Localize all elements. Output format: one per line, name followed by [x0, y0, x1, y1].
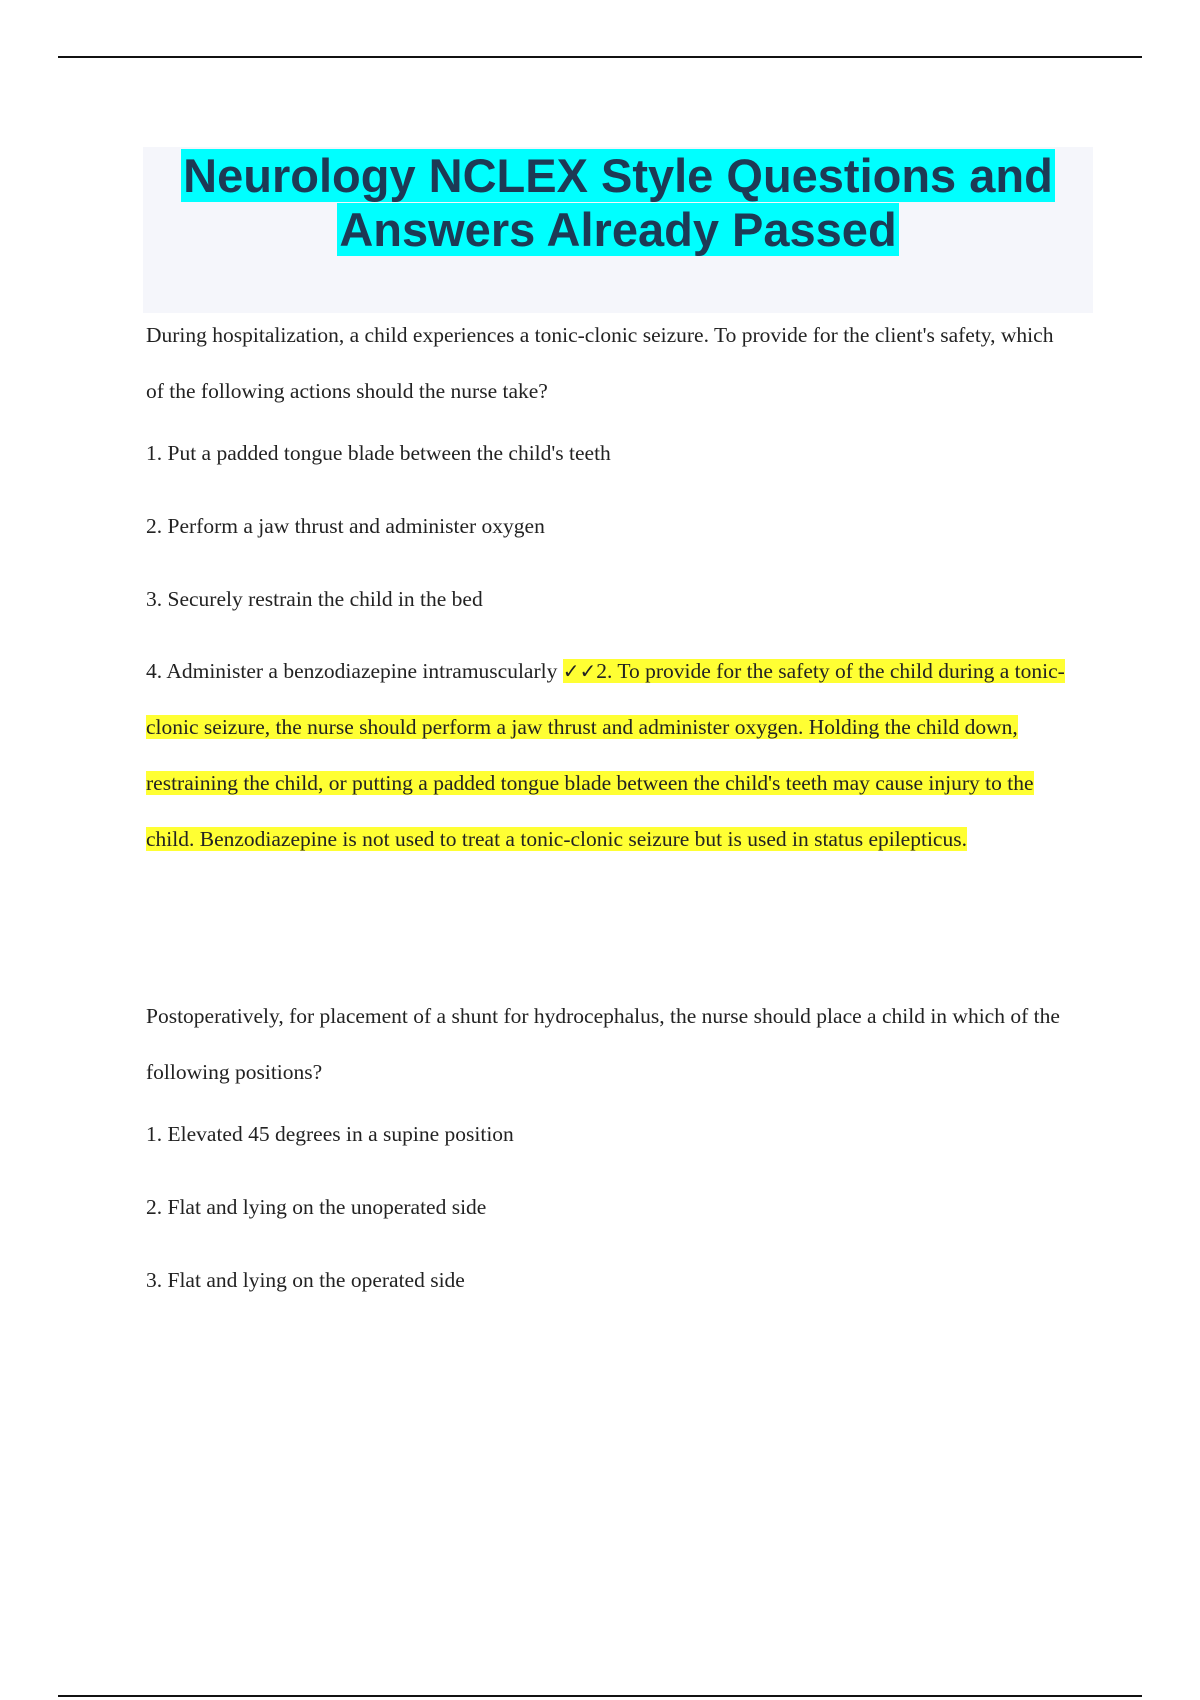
- question-2-option-3: 3. Flat and lying on the operated side: [146, 1268, 465, 1292]
- bottom-rule: [58, 1695, 1142, 1697]
- question-1-option-1: 1. Put a padded tongue blade between the child's teeth: [146, 441, 611, 465]
- question-2-option-1: 1. Elevated 45 degrees in a supine position: [146, 1122, 514, 1146]
- document-body: [146, 307, 1076, 1300]
- answer-highlight: [146, 659, 1065, 851]
- document-title: [143, 147, 1093, 257]
- question-1-answer: 2. To provide for the safety of the child during a tonic-clonic seizure, the nurse should perform a jaw thrust and administer oxygen. Holding the child down, restraining the child, or putting a padded tongue blade between the child's teeth may cause injury to the child. Benzodiazepine is not used to treat a tonic-clonic seizure but is used in status epilepticus.: [146, 659, 1065, 851]
- top-rule: [58, 56, 1142, 58]
- question-1-option-4-with-answer: [146, 643, 1076, 867]
- question-1-option-3: 3. Securely restrain the child in the bed: [146, 587, 483, 611]
- question-2-option-2: 2. Flat and lying on the unoperated side: [146, 1195, 487, 1219]
- question-1-option-4: 4. Administer a benzodiazepine intramuscularly: [146, 659, 558, 683]
- title-block: [143, 147, 1093, 313]
- check-mark-icon: ✓✓: [562, 659, 597, 683]
- title-line-1: Neurology NCLEX Style Questions and: [183, 149, 1053, 202]
- question-1-stem: During hospitalization, a child experiences a tonic-clonic seizure. To provide for the client's safety, which of the following actions should the nurse take?: [146, 323, 1054, 403]
- title-line-2: Answers Already Passed: [339, 203, 897, 256]
- question-1-option-2: 2. Perform a jaw thrust and administer oxygen: [146, 514, 545, 538]
- question-2-stem: Postoperatively, for placement of a shunt for hydrocephalus, the nurse should place a child in which of the following positions?: [146, 1004, 1060, 1084]
